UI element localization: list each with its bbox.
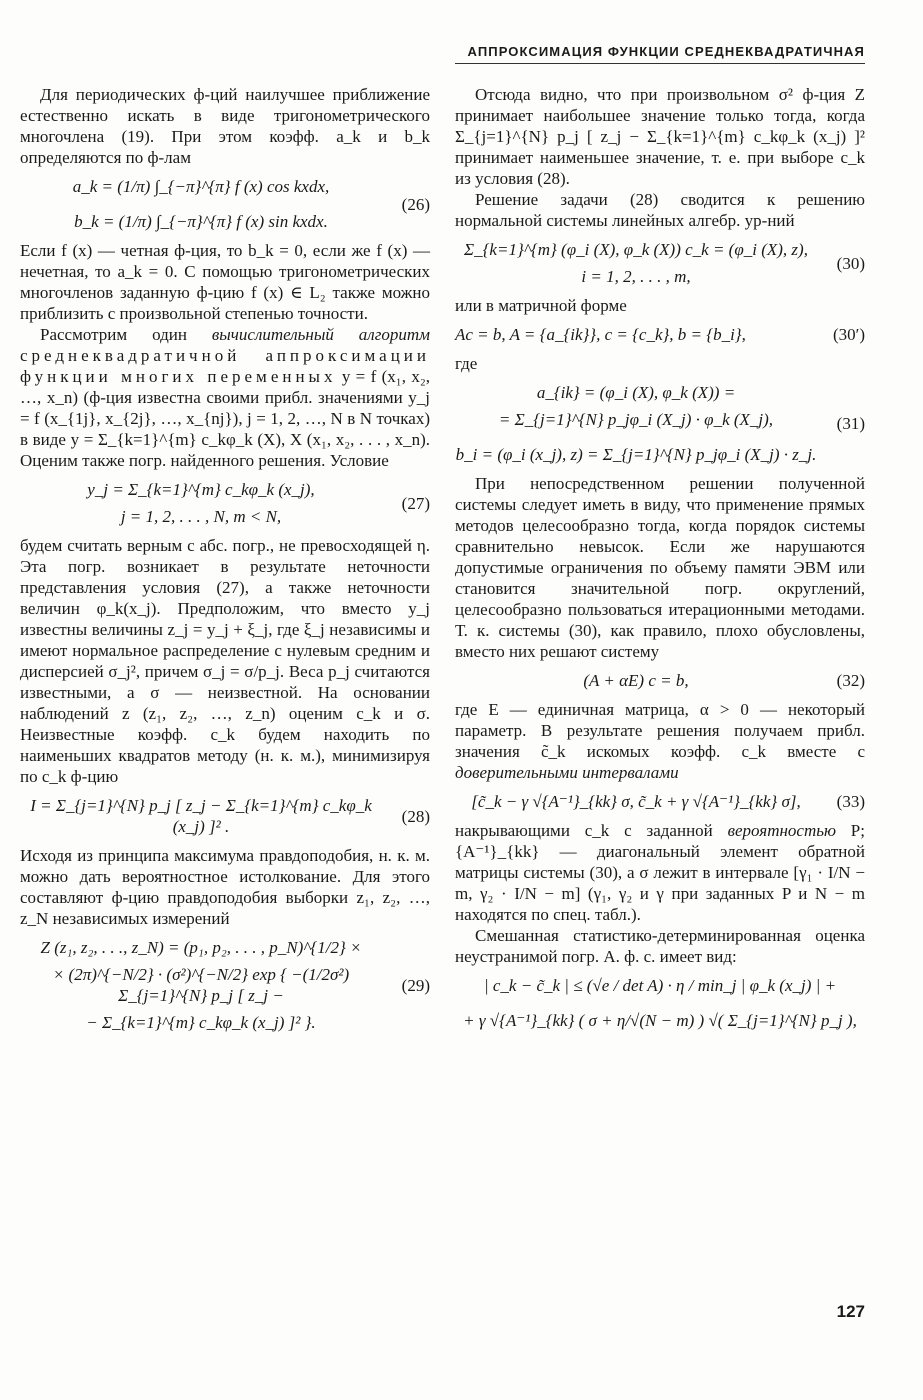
text-run: y = f (x₁, x₂, …, x_n) (ф-ция известна своими прибл. значениями y_j = f (x_{1j}, x_{2j}, …, x_{nj}), j = 1, 2, …, N в N точках) в виде y = Σ_{k=1}^{m} c_kφ_k (X), X (x₁, x₂, . . . , x_n). Оценим также погр. найденного решения. Условие xyxy=(20,367,430,470)
formula-32 xyxy=(455,670,865,691)
formula-line: I = Σ_{j=1}^{N} p_j [ z_j − Σ_{k=1}^{m} c_kφ_k (x_j) ]² . xyxy=(30,796,372,836)
equation-number: (33) xyxy=(836,792,865,811)
formula-line: Z (z₁, z₂, . . ., z_N) = (p₁, p₂, . . . , p_N)^{1/2} × xyxy=(40,938,362,957)
formula-line: [c̃_k − γ √{A⁻¹}_{kk} σ, c̃_k + γ √{A⁻¹}_{kk} σ], xyxy=(471,792,801,811)
formula-line: + γ √{A⁻¹}_{kk} ( σ + η/√(N − m) ) √( Σ_{j=1}^{N} p_j ), xyxy=(463,1011,857,1030)
equation-number: (30) xyxy=(836,253,865,273)
term-spaced: среднеквадратичной аппроксимации функции многих переменных xyxy=(20,346,430,386)
paragraph xyxy=(20,324,430,471)
paragraph: Решение задачи (28) сводится к решению нормальной системы линейных алгебр. ур-ний xyxy=(455,190,865,230)
equation-number: (30′) xyxy=(832,325,865,344)
formula-28 xyxy=(20,795,430,837)
paragraph xyxy=(455,699,865,783)
formula-line: a_{ik} = (φ_i (X), φ_k (X)) = xyxy=(536,383,736,402)
formula-29 xyxy=(20,937,430,1033)
term-italic: вероятностью xyxy=(727,821,836,840)
formula-line: y_j = Σ_{k=1}^{m} c_kφ_k (x_j), xyxy=(87,480,315,499)
formula-31 xyxy=(455,382,865,465)
text-run: Рассмотрим один xyxy=(40,325,212,344)
paragraph: будем считать верным с абс. погр., не превосходящей η. Эта погр. возникает в результате неточности представления условия (27), а также неточности величин φ_k(x_j). Предположим, что вместо y_j известны величины z_j = y_j + ξ_j, где ξ_j независимы и имеют нормальное распределение с нулевым средним и дисперсией σ_j², причем σ_j = σ/p_j. Веса p_j считаются известными, а σ — неизвестной. На основании наблюдений z (z₁, z₂, …, z_n) оценим c_k и σ. Неизвестные коэфф. c_k будем находить по наименьших квадратов методу (н. к. м.), минимизируя по c_k ф-цию xyxy=(20,536,430,786)
page-number: 127 xyxy=(836,1302,865,1321)
term-italic: вычислительный алгоритм xyxy=(211,325,430,344)
paragraph: где xyxy=(455,354,478,373)
formula-line: × (2π)^{−N/2} · (σ²)^{−N/2} exp { −(1/2σ²) Σ_{j=1}^{N} p_j [ z_j − xyxy=(52,965,350,1005)
right-column xyxy=(455,84,865,1039)
paragraph: При непосредственном решении полученной системы следует иметь в виду, что применение прямых методов целесообразно тогда, когда порядок системы сравнительно невысок. Если же нарушаются допустимые ограничения по объему памяти ЭВМ или становится значительной погр. округлений, целесообразно пользоваться итерационными методами. Т. к. системы (30), как правило, плохо обусловлены, вместо них решают систему xyxy=(455,474,865,661)
formula-line: − Σ_{k=1}^{m} c_kφ_k (x_j) ]² }. xyxy=(86,1013,316,1032)
text-run: где E — единичная матрица, α > 0 — некоторый параметр. В результате решения получаем прибл. значения c̃_k искомых коэфф. c_k вместе с xyxy=(455,700,865,761)
equation-number: (32) xyxy=(836,671,865,690)
paragraph xyxy=(455,820,865,925)
paragraph: Если f (x) — четная ф-ция, то b_k = 0, если же f (x) — нечетная, то a_k = 0. С помощью тригонометрических многочленов заданную ф-цию f (x) ∈ L₂ также можно приблизить с произвольной степенью точности. xyxy=(20,241,430,323)
left-column xyxy=(20,84,430,1041)
formula-30 xyxy=(455,239,865,287)
formula-line: i = 1, 2, . . . , m, xyxy=(581,267,691,286)
formula-26 xyxy=(20,176,430,232)
paragraph: или в матричной форме xyxy=(455,296,627,315)
formula-30-prime xyxy=(455,324,865,345)
equation-number: (27) xyxy=(401,493,430,513)
equation-number: (31) xyxy=(836,414,865,433)
paragraph: Для периодических ф-ций наилучшее приближение естественно искать в виде тригонометрического многочлена (19). При этом коэфф. a_k и b_k определяются по ф-лам xyxy=(20,85,430,167)
text-run: накрывающими c_k с заданной xyxy=(455,821,728,840)
paragraph: Отсюда видно, что при произвольном σ² ф-ция Z принимает наибольшее значение только тогда, когда Σ_{j=1}^{N} p_j [ z_j − Σ_{k=1}^{m} c_kφ_k (x_j) ]² принимает наименьшее значение, т. е. при выборе c_k из условия (28). xyxy=(455,85,865,188)
formula-line: Ac = b, A = {a_{ik}}, c = {c_k}, b = {b_i}, xyxy=(455,325,746,344)
term-italic: доверительными интервалами xyxy=(455,763,679,782)
formula-27 xyxy=(20,479,430,527)
paragraph: Смешанная статистико-детерминированная оценка неустранимой погр. А. ф. с. имеет вид: xyxy=(455,926,865,966)
formula-line: j = 1, 2, . . . , N, m < N, xyxy=(120,507,282,526)
paragraph: Исходя из принципа максимума правдоподобия, н. к. м. можно дать вероятностное истолкование. Для этого составляют ф-цию правдоподобия выборки z₁, z₂, …, z_N независимых измерений xyxy=(20,846,430,928)
equation-number: (29) xyxy=(401,975,430,995)
equation-number: (28) xyxy=(401,806,430,826)
formula-33 xyxy=(455,791,865,812)
formula-line: (A + αE) c = b, xyxy=(583,671,689,690)
formula-line: b_k = (1/π) ∫_{−π}^{π} f (x) sin kxdx. xyxy=(74,212,328,231)
equation-number: (26) xyxy=(401,194,430,214)
formula-line: = Σ_{j=1}^{N} p_jφ_i (X_j) · φ_k (X_j), xyxy=(498,410,774,429)
running-header: АППРОКСИМАЦИЯ ФУНКЦИИ СРЕДНЕКВАДРАТИЧНАЯ xyxy=(455,44,865,64)
formula-34 xyxy=(455,975,865,1031)
formula-line: | c_k − c̃_k | ≤ (√e / det A) · η / min_j | φ_k (x_j) | + xyxy=(483,976,837,995)
formula-line: a_k = (1/π) ∫_{−π}^{π} f (x) cos kxdx, xyxy=(72,177,330,196)
formula-line: Σ_{k=1}^{m} (φ_i (X), φ_k (X)) c_k = (φ_i (X), z), xyxy=(464,240,808,259)
text-run: P; {A⁻¹}_{kk} — диагональный элемент обратной матрицы системы (30), а σ лежит в интервале [γ₁ · I/N − m, γ₂ · I/N − m] (γ₁, γ₂ и γ при заданных P и N − m находятся по спец. табл.). xyxy=(455,821,865,924)
formula-line: b_i = (φ_i (x_j), z) = Σ_{j=1}^{N} p_jφ_i (X_j) · z_j. xyxy=(455,445,817,464)
